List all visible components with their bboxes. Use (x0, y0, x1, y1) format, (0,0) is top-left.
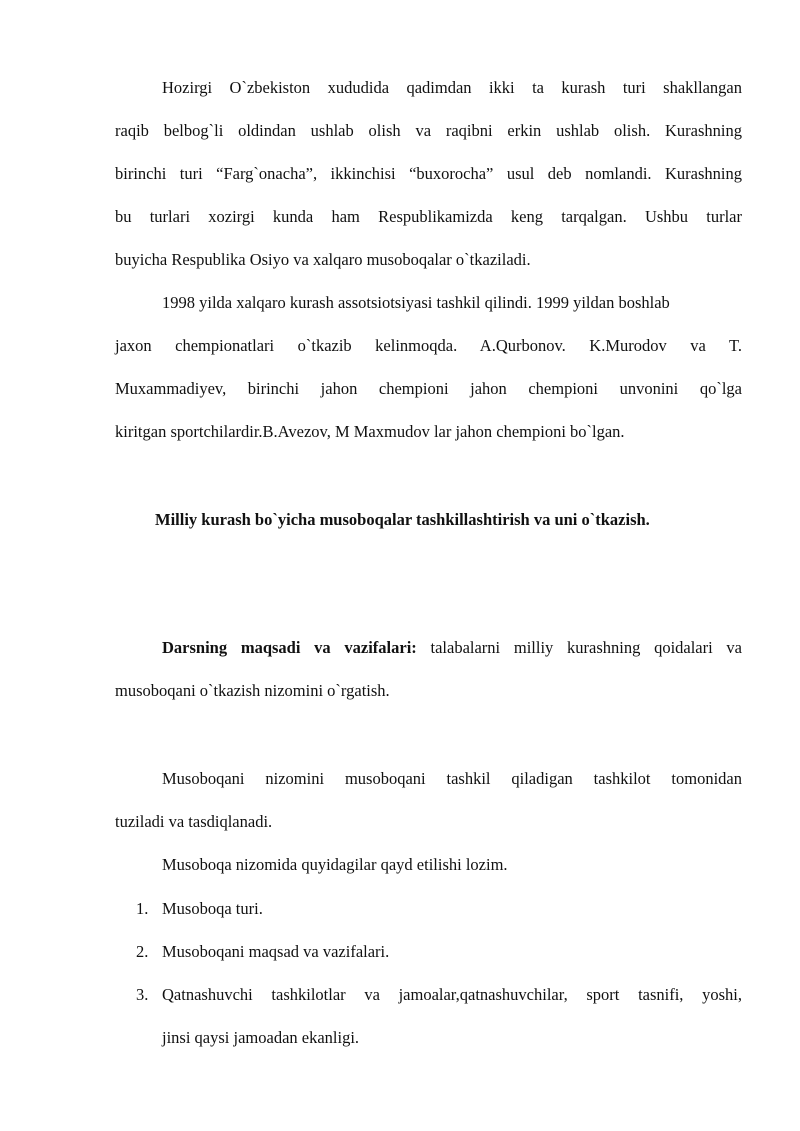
list-number-2: 2. (136, 942, 149, 961)
goal-line-1 (162, 637, 742, 659)
list-number-1: 1. (136, 899, 149, 918)
paragraph-1-line-4: bu turlari xozirgi kunda ham Respublikamizda keng tarqalgan. Ushbu turlar (115, 207, 742, 226)
section-title: Milliy kurash bo`yicha musoboqalar tashkillashtirish va uni o`tkazish. (155, 510, 650, 529)
goal-line-2: musoboqani o`tkazish nizomini o`rgatish. (115, 681, 390, 700)
paragraph-2-line-4: kiritgan sportchilardir.B.Avezov, M Maxmudov lar jahon chempioni bo`lgan. (115, 422, 625, 441)
paragraph-2-line-2: jaxon chempionatlari o`tkazib kelinmoqda. A.Qurbonov. K.Murodov va T. (115, 336, 742, 355)
paragraph-1-line-1: Hozirgi O`zbekiston xududida qadimdan ikki ta kurash turi shakllangan (162, 78, 742, 97)
list-item-3-line-1: Qatnashuvchi tashkilotlar va jamoalar,qatnashuvchilar, sport tasnifi, yoshi, (162, 985, 742, 1004)
list-item-1: Musoboqa turi. (162, 899, 263, 918)
list-item-2: Musoboqani maqsad va vazifalari. (162, 942, 390, 961)
paragraph-1-line-3: birinchi turi “Farg`onacha”, ikkinchisi “buxorocha” usul deb nomlandi. Kurashning (115, 164, 742, 183)
paragraph-1-line-5: buyicha Respublika Osiyo va xalqaro musoboqalar o`tkaziladi. (115, 250, 531, 269)
paragraph-4: Musoboqa nizomida quyidagilar qayd etilishi lozim. (162, 855, 508, 874)
paragraph-2-line-1: 1998 yilda xalqaro kurash assotsiotsiyasi tashkil qilindi. 1999 yildan boshlab (162, 293, 670, 312)
paragraph-2-line-3: Muxammadiyev, birinchi jahon chempioni jahon chempioni unvonini qo`lga (115, 379, 742, 398)
list-number-3: 3. (136, 985, 149, 1004)
paragraph-3-line-2: tuziladi va tasdiqlanadi. (115, 812, 273, 831)
goal-label: Darsning maqsadi va vazifalari: (162, 638, 417, 657)
paragraph-3-line-1: Musoboqani nizomini musoboqani tashkil qiladigan tashkilot tomonidan (162, 769, 742, 788)
paragraph-1-line-2: raqib belbog`li oldindan ushlab olish va raqibni erkin ushlab olish. Kurashning (115, 121, 742, 140)
goal-text: talabalarni milliy kurashning qoidalari va (430, 638, 743, 657)
list-item-3-line-2: jinsi qaysi jamoadan ekanligi. (162, 1028, 360, 1047)
